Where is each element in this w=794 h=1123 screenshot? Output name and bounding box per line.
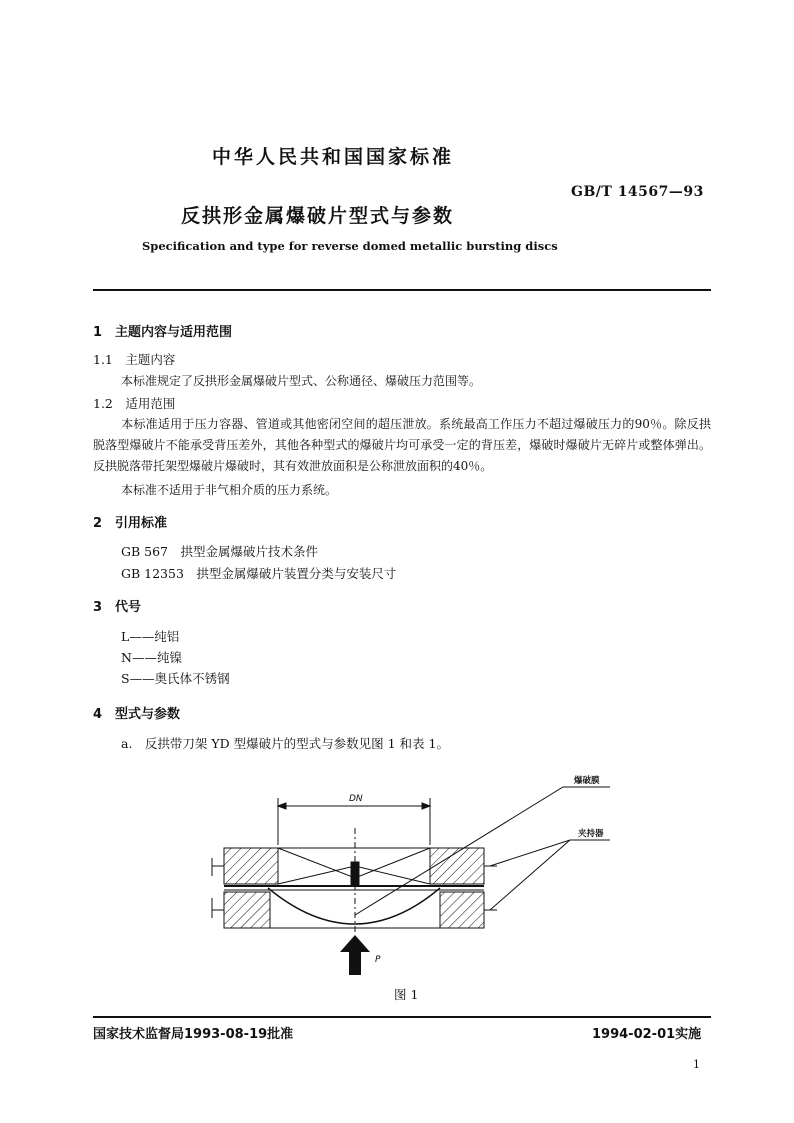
section-4-item-a: a. 反拱带刀架 YD 型爆破片的型式与参数见图 1 和表 1。 — [121, 736, 449, 751]
section-4-heading: 4 型式与参数 — [93, 707, 181, 722]
section-3-heading: 3 代号 — [93, 600, 142, 615]
figure-caption: 图 1 — [394, 987, 419, 1002]
reference-1: GB 567 拱型金属爆破片技术条件 — [121, 544, 319, 559]
membrane-label: 爆破膜 — [574, 776, 600, 786]
section-1-2-body-text: 本标准适用于压力容器、管道或其他密闭空间的超压泄放。系统最高工作压力不超过爆破压力的90％。除反拱脱落型爆破片不能承受背压差外，其他各种型式的爆破片均可承受一定的背压差，爆破时爆破片无碎片或整体弹出。反拱脱落带托架型爆破片爆破时，其有效泄放面积是公称泄放面积的40％。 — [93, 417, 711, 473]
section-1-1-body: 本标准规定了反拱形金属爆破片型式、公称通径、爆破压力范围等。 — [121, 374, 482, 388]
holder-label: 夹持器 — [578, 829, 604, 839]
effective-date: 1994-02-01实施 — [592, 1027, 702, 1042]
section-1-2-body — [93, 414, 711, 477]
section-2-heading: 2 引用标准 — [93, 516, 168, 531]
header-rule — [93, 289, 711, 291]
section-1-2-heading: 1.2 适用范围 — [93, 396, 176, 411]
reference-2: GB 12353 拱型金属爆破片装置分类与安装尺寸 — [121, 566, 397, 581]
standard-code: GB/T 14567—93 — [571, 184, 704, 200]
code-stainless: S——奥氏体不锈钢 — [121, 671, 230, 686]
pressure-label: P — [375, 955, 381, 965]
page-number: 1 — [693, 1058, 700, 1071]
document-title: 反拱形金属爆破片型式与参数 — [181, 205, 455, 227]
dn-label: DN — [349, 794, 363, 804]
section-1-2-body2: 本标准不适用于非气相介质的压力系统。 — [121, 483, 338, 497]
figure-1-diagram — [195, 765, 625, 980]
code-nickel: N——纯镍 — [121, 650, 182, 665]
approval-text: 国家技术监督局1993-08-19批准 — [93, 1027, 294, 1042]
code-aluminium: L——纯铝 — [121, 629, 180, 644]
footer-rule — [93, 1016, 711, 1018]
section-1-heading: 1 主题内容与适用范围 — [93, 325, 233, 340]
document-title-english: Specification and type for reverse domed metallic bursting discs — [142, 239, 558, 253]
org-title: 中华人民共和国国家标准 — [212, 146, 455, 168]
section-1-1-heading: 1.1 主题内容 — [93, 352, 176, 367]
